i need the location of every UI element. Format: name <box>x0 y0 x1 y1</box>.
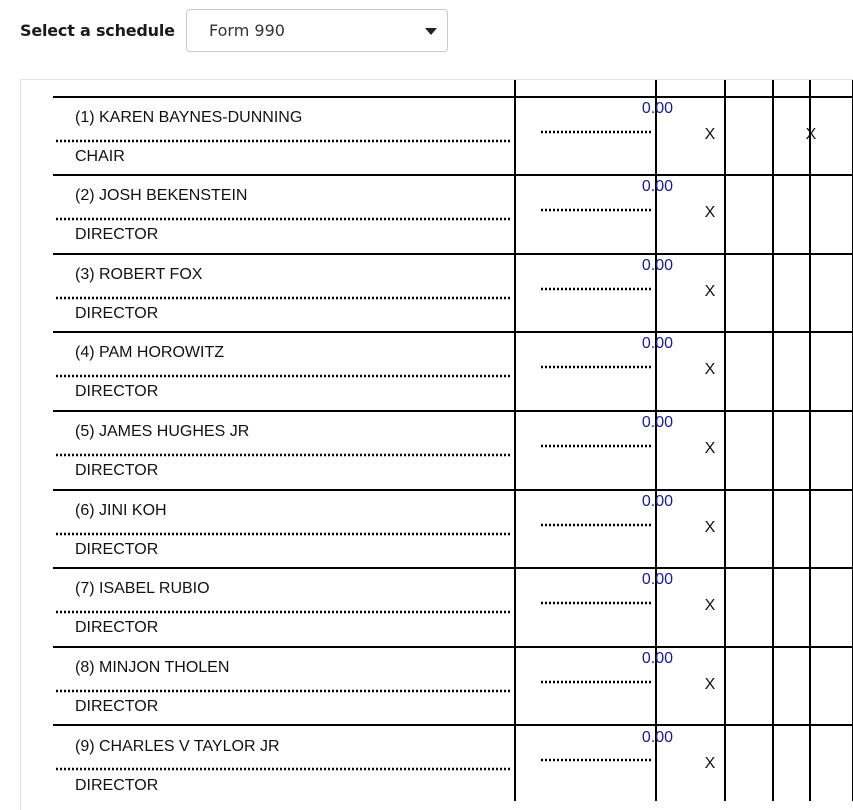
individual-trustee-mark: X <box>704 283 716 300</box>
table-row <box>21 726 853 804</box>
form-document-viewer[interactable] <box>20 79 853 810</box>
table-row <box>21 332 853 410</box>
hours-value: 0.00 <box>641 335 673 352</box>
officer-name: (5) JAMES HUGHES JR <box>75 423 250 440</box>
officer-title: DIRECTOR <box>75 383 159 400</box>
table-row <box>21 411 853 489</box>
table-row <box>21 647 853 725</box>
hours-value: 0.00 <box>641 650 673 667</box>
officer-name: (6) JINI KOH <box>75 502 167 519</box>
officer-title: DIRECTOR <box>75 226 159 243</box>
officer-title: CHAIR <box>75 148 125 165</box>
table-row <box>21 175 853 253</box>
officer-title: DIRECTOR <box>75 305 159 322</box>
individual-trustee-mark: X <box>704 597 716 614</box>
individual-trustee-mark: X <box>704 676 716 693</box>
table-row <box>21 254 853 332</box>
individual-trustee-mark: X <box>704 440 716 457</box>
hours-value: 0.00 <box>641 178 673 195</box>
table-row <box>21 568 853 646</box>
officer-name: (7) ISABEL RUBIO <box>75 580 210 597</box>
hours-value: 0.00 <box>641 493 673 510</box>
officer-name: (4) PAM HOROWITZ <box>75 344 225 361</box>
hours-value: 0.00 <box>641 100 673 117</box>
table-row <box>21 490 853 568</box>
schedule-select-value: Form 990 <box>209 21 285 40</box>
officer-name: (1) KAREN BAYNES-DUNNING <box>75 109 303 126</box>
individual-trustee-mark: X <box>704 519 716 536</box>
schedule-select-label: Select a schedule <box>20 21 175 40</box>
officer-title: DIRECTOR <box>75 698 159 715</box>
hours-value: 0.00 <box>641 257 673 274</box>
hours-value: 0.00 <box>641 414 673 431</box>
officer-name: (9) CHARLES V TAYLOR JR <box>75 738 280 755</box>
table-row <box>21 97 853 175</box>
individual-trustee-mark: X <box>704 361 716 378</box>
officer-title: DIRECTOR <box>75 462 159 479</box>
officer-name: (8) MINJON THOLEN <box>75 659 230 676</box>
schedule-select[interactable] <box>186 9 448 52</box>
officer-name: (3) ROBERT FOX <box>75 266 203 283</box>
officer-title: DIRECTOR <box>75 541 159 558</box>
officer-title: DIRECTOR <box>75 777 159 794</box>
hours-value: 0.00 <box>641 729 673 746</box>
officer-mark: X <box>805 126 817 143</box>
hours-value: 0.00 <box>641 571 673 588</box>
chevron-down-icon[interactable] <box>425 28 437 35</box>
officer-name: (2) JOSH BEKENSTEIN <box>75 187 248 204</box>
officer-title: DIRECTOR <box>75 619 159 636</box>
schedule-toolbar <box>0 0 853 70</box>
individual-trustee-mark: X <box>704 204 716 221</box>
individual-trustee-mark: X <box>704 755 716 772</box>
individual-trustee-mark: X <box>704 126 716 143</box>
